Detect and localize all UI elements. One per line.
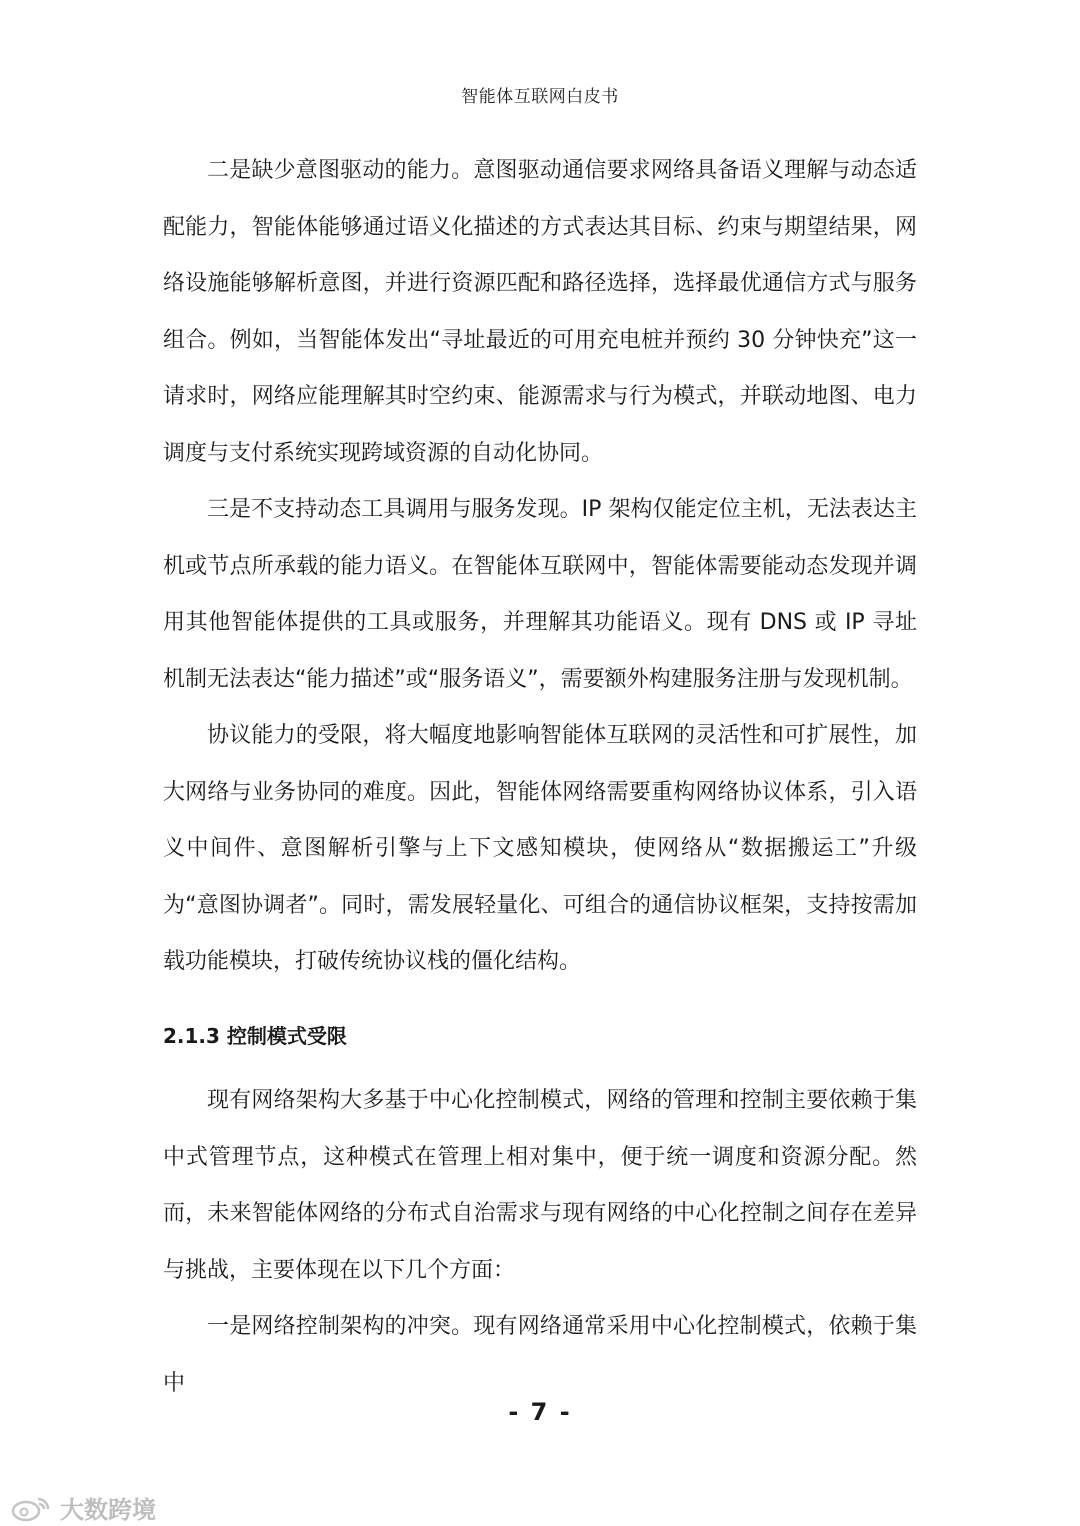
watermark-text: 大数跨境: [60, 1496, 156, 1524]
section-heading: 2.1.3 控制模式受限: [163, 1024, 347, 1048]
paragraph: 一是网络控制架构的冲突。现有网络通常采用中心化控制模式，依赖于集中: [163, 1314, 917, 1396]
watermark: [10, 1490, 156, 1525]
paragraph: 三是不支持动态工具调用与服务发现。IP 架构仅能定位主机，无法表达主机或节点所承载的能力语义。在智能体互联网中，智能体需要能动态发现并调用其他智能体提供的工具或服务，并理解其功能语义。现有 DNS 或 IP 寻址机制无法表达“能力描述”或“服务语义”，需要额外构建服务注册与发现机制。: [163, 497, 917, 692]
section-1-body: [163, 143, 917, 991]
page-number: - 7 -: [508, 1398, 572, 1426]
page-header-title: 智能体互联网白皮书: [461, 87, 619, 107]
section-2-body: [163, 1073, 917, 1412]
paragraph: 二是缺少意图驱动的能力。意图驱动通信要求网络具备语义理解与动态适配能力，智能体能够通过语义化描述的方式表达其目标、约束与期望结果，网络设施能够解析意图，并进行资源匹配和路径选择，选择最优通信方式与服务组合。例如，当智能体发出“寻址最近的可用充电桩并预约 30 分钟快充”这一请求时，网络应能理解其时空约束、能源需求与行为模式，并联动地图、电力调度与支付系统实现跨域资源的自动化协同。: [163, 158, 917, 466]
weibo-logo-icon: [10, 1493, 54, 1523]
paragraph: 现有网络架构大多基于中心化控制模式，网络的管理和控制主要依赖于集中式管理节点，这种模式在管理上相对集中，便于统一调度和资源分配。然而，未来智能体网络的分布式自治需求与现有网络的中心化控制之间存在差异与挑战，主要体现在以下几个方面：: [163, 1088, 917, 1283]
paragraph: 协议能力的受限，将大幅度地影响智能体互联网的灵活性和可扩展性，加大网络与业务协同的难度。因此，智能体网络需要重构网络协议体系，引入语义中间件、意图解析引擎与上下文感知模块，使网络从“数据搬运工”升级为“意图协调者”。同时，需发展轻量化、可组合的通信协议框架，支持按需加载功能模块，打破传统协议栈的僵化结构。: [163, 723, 917, 974]
